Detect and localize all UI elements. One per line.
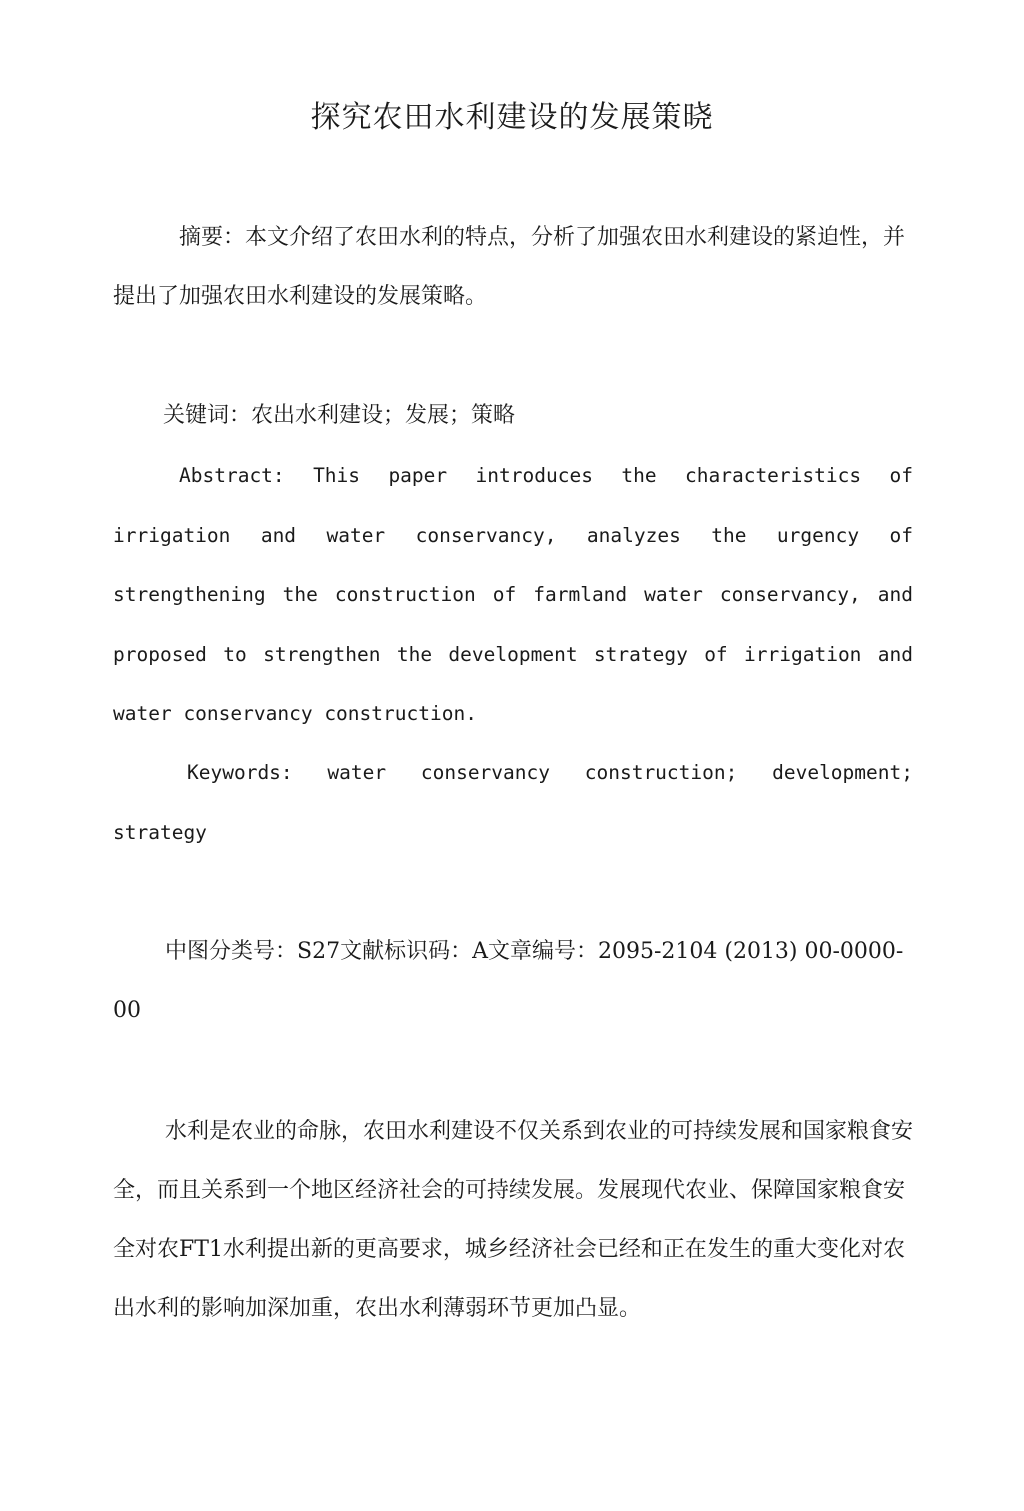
body-paragraph: 水利是农业的命脉，农田水利建设不仅关系到农业的可持续发展和国家粮食安全，而且关系到一个地区经济社会的可持续发展。发展现代农业、保障国家粮食安全对农FT1水利提出新的更高要求，城乡经济社会已经和正在发生的重大变化对农出水利的影响加深加重，农出水利薄弱环节更加凸显。	[113, 1119, 914, 1321]
abstract-en: Abstract: This paper introduces the characteristics of irrigation and water conservancy, analyzes the urgency of strengthening the construction of farmland water conservancy, and proposed to strengthen the development strategy of irrigation and water conservancy construction.	[113, 464, 913, 725]
classification-line: 中图分类号：S27文献标识码：A文章编号：2095-2104 (2013) 00-0000-00	[113, 939, 904, 1023]
abstract-zh: 摘要：本文介绍了农田水利的特点，分析了加强农田水利建设的紧迫性，并提出了加强农田水利建设的发展策略。	[113, 225, 906, 309]
document-title: 探究农田水利建设的发展策晓	[310, 100, 714, 135]
keywords-zh: 关键词：农出水利建设；发展；策略	[163, 403, 516, 428]
keywords-en: Keywords: water conservancy construction; development; strategy	[113, 761, 913, 844]
